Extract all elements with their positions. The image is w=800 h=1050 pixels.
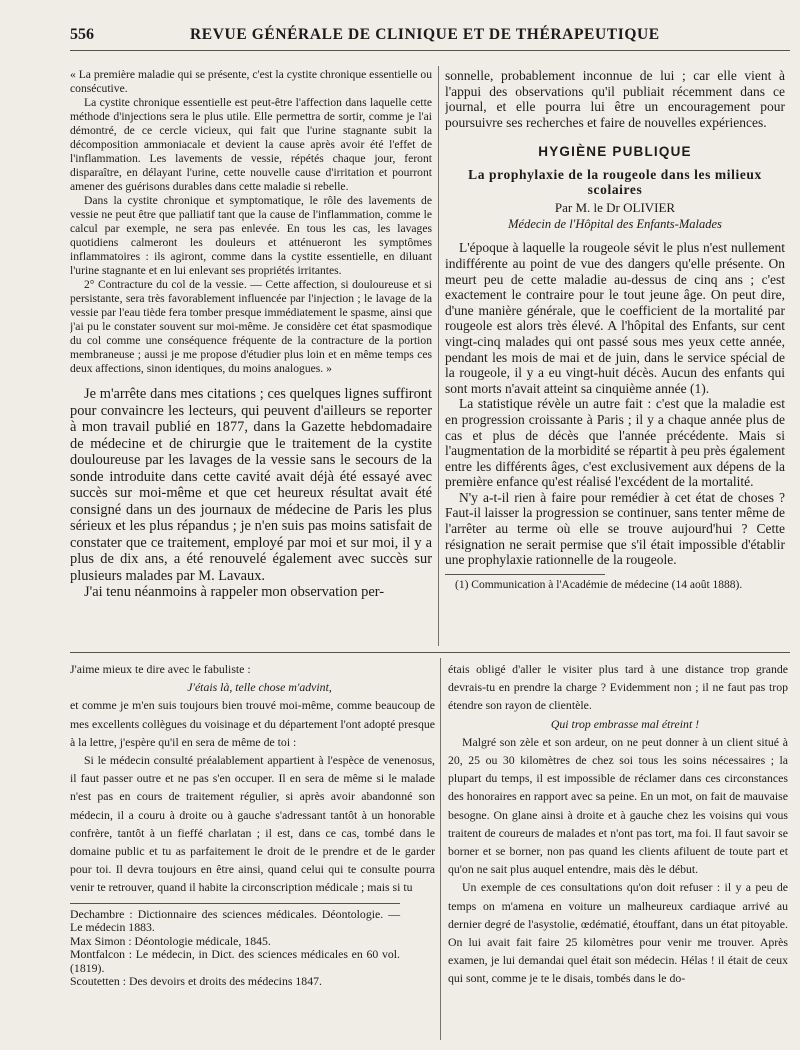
header-rule [70,50,790,51]
body-paragraph: Je m'arrête dans mes citations ; ces quelques lignes suffiront pour convaincre les lecteurs, qui peuvent d'ailleurs se reporter à mon travail publié en 1877, dans la Gazette hebdomadaire de médecine et de chirurgie que le traitement de la cystite douloureuse par les lavages de la vessie sans le secours de la sonde introduite dans cette cavité avait déjà été essayé avec succès sur moi-même et que cet heureux résultat avait été consigné dans un des journaux de médecine de Paris les plus sérieux et les plus répandus ; je n'en suis pas moins satisfait de constater que ce traitement, employé par moi et sur moi, il y a plus de dix ans, a été renouvelé également avec succès sur plusieurs malades par M. Lavaux. [70,386,432,584]
running-head [70,26,780,48]
column-divider [438,66,439,646]
body-paragraph: J'ai tenu néanmoins à rappeler mon observation per- [84,584,385,600]
right-column-bottom [448,660,788,1038]
quote-paragraph: « La première maladie qui se présente, c'est la cystite chronique essentielle ou consécutive. [70,68,432,95]
maxim-line: Qui trop embrasse mal étreint ! [550,716,700,731]
quote-paragraph: La cystite chronique essentielle est peut-être l'affection dans laquelle cette méthode d'injections sera le plus utile. Elle permettra de sortir, comme je l'ai démontré, de ce cercle vicieux, qui fait que l'urine stagnante subit la décomposition ammoniacale et devient la cause après avoir été l'effet de l'inflammation. Les lavements de vessie, répétés chaque jour, feront disparaître, en délayant l'urine, cette nouvelle cause d'irritation et pourront amener des guérisons durables dans cette maladie si rebelle. [70,96,432,193]
journal-title: REVUE GÉNÉRALE DE CLINIQUE ET DE THÉRAPEUTIQUE [190,26,660,43]
body-paragraph: Un exemple de ces consultations qu'on doit refuser : il y a peu de temps on m'amena en voiture un malheureux cardiaque arrivé au dernier degré de l'asystolie, œdématié, étouffant, dans un état pitoyable. On lui avait fait faire 25 kilomètres pour venir me trouver. Après examen, je lui demandai quel était son médecin. Hélas ! il était de ceux qui sont, comme je te le disais, tombés dans le do- [448,880,788,986]
left-column-top [70,68,432,643]
continued-paragraph: sonnelle, probablement inconnue de lui ; car elle vient à l'appui des observations qu'il publiait récemment dans ce journal, et elle pourra lui être un encouragement pour poursuivre ses recherches et faire de nouvelles expériences. [445,68,785,130]
body-paragraph: Si le médecin consulté préalablement appartient à l'espèce de venenosus, il faut passer outre et ne pas s'en occuper. Il en sera de même si le malade n'est pas en cours de traitement régulier, si après avoir abandonné son médecin, il a couru à droite ou à gauche s'adressant tantôt à un honorable confrère, tantôt à un fieffé charlatan ; il est, dans ce cas, tombé dans le domaine public et tu as parfaitement le droit de le prendre et de le garder pour toi. Il devra toujours en être ainsi, quand celui qui te consulte pourra venir te retrouver, quand il habite la circonscription médicale ; mais si tu [70,753,435,895]
article-paragraph: N'y a-t-il rien à faire pour remédier à cet état de choses ? Faut-il laisser la progression se continuer, sans tenter même de l'arrêter au terme où elle se trouve aujourd'hui ? Cette résignation ne serait permise que s'il était impossible d'établir une prophylaxie rationnelle de la rougeole. [445,489,785,568]
footnote: (1) Communication à l'Académie de médecine (14 août 1888). [455,578,743,591]
bibliography-entry: Montfalcon : Le médecin, in Dict. des sciences médicales en 60 vol. (1819). [70,947,400,975]
article-title: La prophylaxie de la rougeole dans les milieux scolaires [468,167,762,198]
bibliography [70,903,400,989]
section-title: HYGIÈNE PUBLIQUE [538,144,692,160]
page-number: 556 [70,26,94,43]
bibliography-entry: Dechambre : Dictionnaire des sciences médicales. Déontologie. — Le médecin 1883. [70,906,400,935]
continued-paragraph: étais obligé d'aller le visiter plus tard à une distance trop grande devrais-tu en prendre la charge ? Evidemment non ; il ne faut pas trop étendre son rayon de clientèle. [448,662,788,713]
left-column-bottom [70,660,435,1038]
article-affiliation: Médecin de l'Hôpital des Enfants-Malades [508,217,722,232]
bibliography-entry: Scoutetten : Des devoirs et droits des médecins 1847. [70,974,322,989]
body-text [70,386,432,601]
bibliography-entry: Max Simon : Déontologie médicale, 1845. [70,933,271,948]
article-body [445,240,785,567]
right-column-top [445,68,785,648]
quote-paragraph: Dans la cystite chronique et symptomatique, le rôle des lavements de vessie ne peut être que palliatif tant que la cause de l'inflammation, comme le calcul par exemple, ne sera pas enlevée. En tous les cas, les lavages quotidiens calmeront les douleurs et atténueront les symptômes inflammatoires : ils agiront, comme dans la cystite essentielle, en diluant l'urine stagnante et en lui enlevant ses propriétés irritantes. [70,194,432,277]
column-divider [440,658,441,1040]
quoted-passage [70,68,432,376]
lead-line: J'aime mieux te dire avec le fabuliste : [70,662,251,676]
body-paragraph: Malgré son zèle et son ardeur, on ne peut donner à un client situé à 20, 25 ou 30 kilomètres de chez soi tous les soins nécessaires ; la plupart du temps, il est impossible de réclamer dans ces circonstances des honoraires en rapport avec sa peine. En un mot, on fait de mauvaise besogne. On glane ainsi à droite et à gauche chez les voisins qui vous traitent de coureurs de malades et n'ont pas tort, ma foi. Il faut savoir se borner et se borner, non pas quand les clients afiluent de toute part et qu'on ne sait plus auquel entendre, mais dès le début. [448,734,788,877]
fable-quote: J'étais là, telle chose m'advint, [187,680,332,695]
article-paragraph: La statistique révèle un autre fait : c'est que la maladie est en progression croissante à Paris ; il y a chaque année plus de cas et plus de décès que l'année précédente. Mais si l'augmentation de la morbidité se répartit à peu près également entre les différents âges, c'est exclusivement aux dépens de la première enfance qu'est réalisé l'excédent de la mortalité. [445,396,785,490]
footnote-rule [445,574,605,575]
article-paragraph: L'époque à laquelle la rougeole sévit le plus n'est nullement indifférente au point de vue des dangers qu'elle présente. On meurt peu de cette maladie au-dessus de cinq ans ; c'est exactement le contraire pour le tout jeune âge. On peut dire, d'une manière générale, que le coefficient de la mortalité par rougeole est alors très élevé. A l'hôpital des Enfants, sur cent vingt-cinq malades qui ont passé sous mes yeux cette année, pendant les mois de mai et de juin, dans le service spécial de la rougeole, il y a eu vingt-huit décès. Aucun des enfants qui sont morts n'avait atteint sa cinquième année (1). [445,240,785,396]
article-author: Par M. le Dr OLIVIER [554,200,676,216]
section-separator [70,652,790,653]
body-paragraph: et comme je m'en suis toujours bien trouvé moi-même, comme beaucoup de mes excellents collègues du voisinage et du département l'ont adopté presque à la lettre, j'espère qu'il en sera de même de toi : [70,698,435,749]
quote-paragraph: 2° Contracture du col de la vessie. — Cette affection, si douloureuse et si persistante, sera très favorablement influencée par l'injection ; le lavage de la vessie par l'eau tiède fera tomber presque immédiatement le spasme, ainsi que j'ai pu le constater souvent sur moi-même. Je considère cet état spasmodique du col comme une conséquence fréquente de la contracture de la portion membraneuse ; aussi je me propose d'étudier plus loin et en même temps ces deux affections, sinon identiques, du moins analogues. » [70,278,432,375]
